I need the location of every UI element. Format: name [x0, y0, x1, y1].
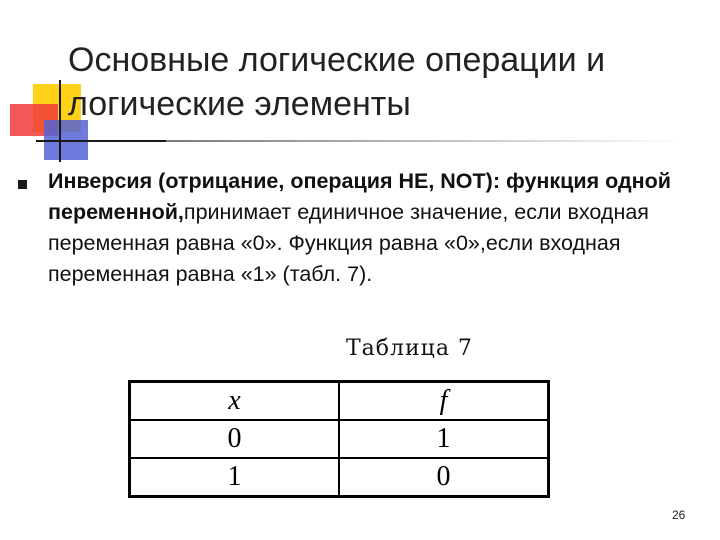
- bullet-text: [48, 166, 708, 290]
- table-header-row: [130, 382, 549, 421]
- page-number: 26: [672, 508, 686, 522]
- decor-horizontal-line: [36, 140, 166, 142]
- table-cell: 1: [339, 420, 549, 458]
- title-underline: [166, 140, 686, 142]
- table-cell: 0: [339, 458, 549, 497]
- table-row: [130, 420, 549, 458]
- table-header-cell: f: [339, 382, 549, 421]
- table-caption: Таблица 7: [346, 336, 473, 361]
- bullet-text-regular: принимает единичное значение, если входная переменная равна «0». Функция равна «0»,если входная переменная равна «1» (табл. 7).: [48, 200, 649, 286]
- bullet-text-bold: Инверсия (отрицание, операция НЕ, NOT): функция одной переменной,: [48, 169, 671, 224]
- truth-table: [128, 380, 550, 498]
- slide-title: [68, 38, 708, 126]
- table-header-cell: x: [130, 382, 340, 421]
- table-row: [130, 458, 549, 497]
- slide-title-line-2: логические элементы: [68, 85, 411, 123]
- bullet-square-icon: [18, 180, 27, 189]
- table-cell: 1: [130, 458, 340, 497]
- table-cell: 0: [130, 420, 340, 458]
- decor-vertical-line: [59, 80, 61, 162]
- slide-title-line-1: Основные логические операции и: [68, 41, 606, 79]
